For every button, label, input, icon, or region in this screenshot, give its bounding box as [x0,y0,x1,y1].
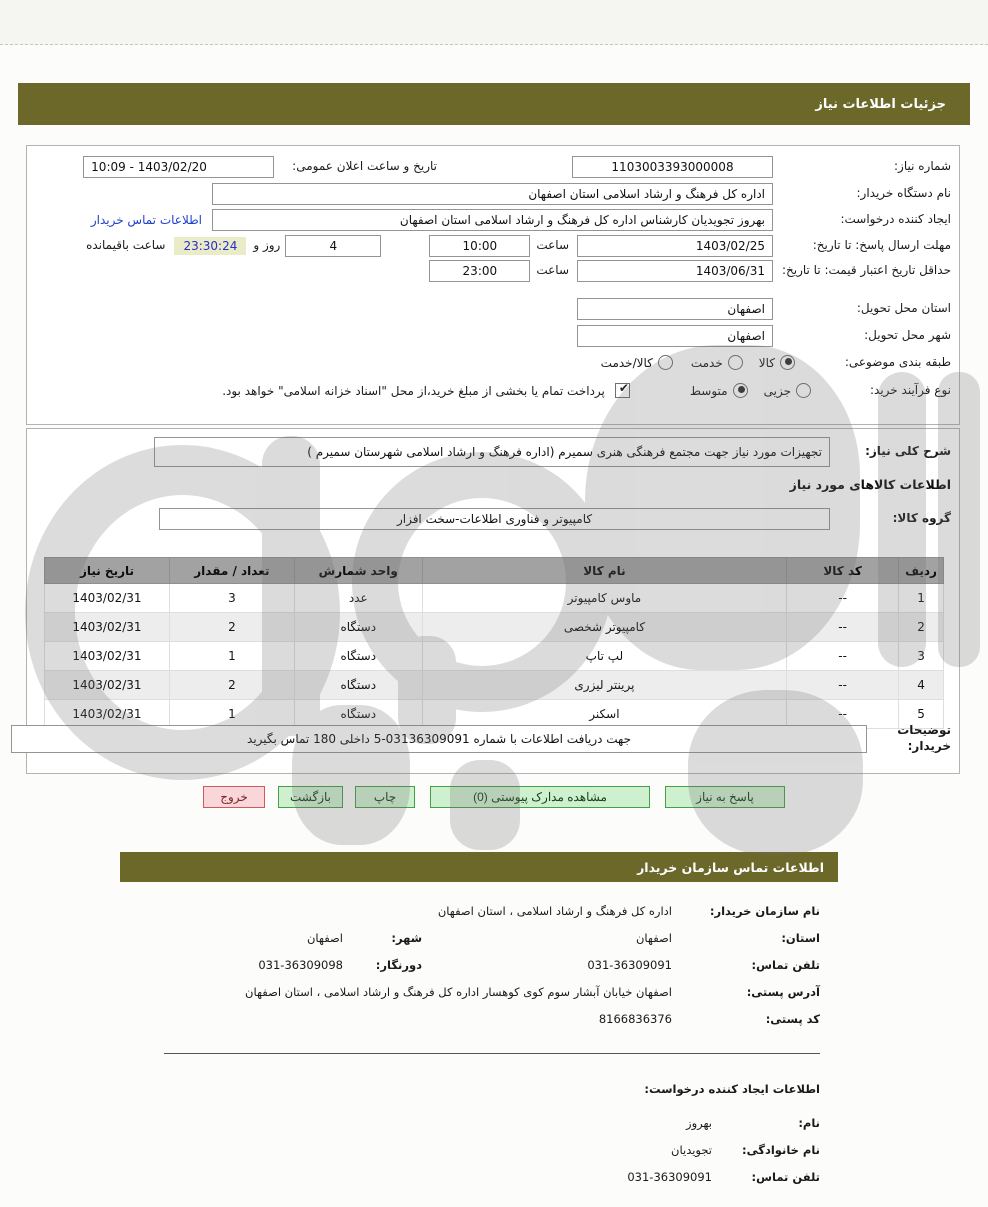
cell-row-number: 3 [899,642,944,671]
category-row [33,355,951,371]
org-row [164,903,820,919]
delivery-province-input[interactable]: اصفهان [577,298,773,320]
last-name-row [164,1142,820,1158]
contact-title: اطلاعات تماس سازمان خریدار [637,859,824,875]
radio-medium-label: متوسط [689,383,728,398]
cell-item-code: -- [787,584,899,613]
radio-service[interactable] [691,355,743,370]
validity-label: حداقل تاریخ اعتبار قیمت: تا تاریخ: [781,263,951,278]
province-label: استان: [781,931,820,945]
cell-unit: عدد [294,584,422,613]
col-row-number: ردیف [899,558,944,584]
creator-contact-block [164,1082,820,1196]
days-remaining-input[interactable]: 4 [285,235,381,257]
first-name-label: نام: [798,1116,820,1130]
buyer-notes-label: توضیحات خریدار: [897,723,951,753]
radio-medium[interactable] [690,383,748,398]
fax-label: دورنگار: [375,958,422,972]
address-row [164,984,820,1000]
items-table [44,557,944,729]
cell-need-date: 1403/02/31 [45,671,170,700]
radio-goods-icon[interactable] [780,355,795,370]
cell-item-name: لپ تاپ [422,642,786,671]
treasury-checkbox[interactable] [615,383,630,398]
need-desc-textarea[interactable]: تجهیزات مورد نیاز جهت مجتمع فرهنگی هنری سمیرم (اداره فرهنگ و ارشاد اسلامی شهرستان سمیرم ) [154,437,830,467]
cell-row-number: 2 [899,613,944,642]
items-section-title: اطلاعات کالاهای مورد نیاز [789,477,951,492]
back-button[interactable]: بازگشت [278,786,343,808]
items-table-header-row [45,558,944,584]
cell-row-number: 5 [899,700,944,729]
need-desc-row [33,437,951,467]
address-label: آدرس پستی: [746,985,820,999]
postal-row [164,1011,820,1027]
top-bar [0,0,988,45]
category-label: طبقه بندی موضوعی: [844,355,951,369]
need-desc-label: شرح کلی نیاز: [865,444,951,459]
need-number-label: شماره نیاز: [894,159,951,174]
section-divider [164,1053,820,1054]
phone-label: تلفن تماس: [751,958,820,972]
validity-time-input[interactable]: 23:00 [429,260,530,282]
first-name-value: بهروز [686,1116,712,1130]
radio-minor-icon[interactable] [796,383,811,398]
goods-group-label: گروه کالا: [892,511,951,526]
table-row [45,671,944,700]
province-value: اصفهان [635,931,672,945]
cell-unit: دستگاه [294,700,422,729]
cell-row-number: 4 [899,671,944,700]
delivery-province-label: استان محل تحویل: [856,301,951,316]
creator-input[interactable]: بهروز تجویدیان کارشناس اداره کل فرهنگ و ارشاد اسلامی استان اصفهان [212,209,773,231]
countdown-timer: 23:30:24 [174,237,246,255]
radio-goods[interactable] [759,355,795,370]
attachments-button[interactable]: مشاهده مدارک پیوستی (0) [430,786,650,808]
cell-quantity: 1 [169,700,294,729]
fax-value: 031-36309098 [258,958,343,972]
days-label: روز و [253,238,281,253]
address-value: اصفهان خیابان آبشار سوم کوی کوهسار اداره کل فرهنگ و ارشاد اسلامی ، استان اصفهان [245,985,672,999]
cell-item-name: اسکنر [422,700,786,729]
creator-phone-label: تلفن تماس: [751,1170,820,1184]
cell-item-name: پرینتر لیزری [422,671,786,700]
radio-medium-icon[interactable] [733,383,748,398]
exit-button[interactable]: خروج [203,786,265,808]
col-need-date: تاریخ نیاز [45,558,170,584]
buyer-org-label: نام دستگاه خریدار: [856,186,951,201]
need-details-header-bar [18,83,970,125]
table-row [45,642,944,671]
need-info-form [26,145,960,425]
buyer-org-input[interactable]: اداره کل فرهنگ و ارشاد اسلامی استان اصفهان [212,183,773,205]
creator-label: ایجاد کننده درخواست: [840,212,951,227]
print-button[interactable]: چاپ [355,786,415,808]
cell-quantity: 3 [169,584,294,613]
city-label: شهر: [391,931,422,945]
phone-value: 031-36309091 [587,958,672,972]
table-row [45,584,944,613]
org-label: نام سازمان خریدار: [709,904,820,918]
org-value: اداره کل فرهنگ و ارشاد اسلامی ، استان اصفهان [437,904,672,918]
announce-datetime-label: تاریخ و ساعت اعلان عمومی: [292,159,437,174]
col-quantity: تعداد / مقدار [169,558,294,584]
delivery-city-label: شهر محل تحویل: [864,328,951,343]
cell-need-date: 1403/02/31 [45,613,170,642]
need-number-row [33,156,951,178]
delivery-city-row [33,325,951,347]
delivery-province-row [33,298,951,320]
cell-unit: دستگاه [294,642,422,671]
remaining-hours-label: ساعت باقیمانده [86,238,166,253]
radio-goods-service[interactable] [601,355,673,370]
radio-goods-service-icon[interactable] [658,355,673,370]
deadline-row [33,235,951,257]
radio-service-label: خدمت [690,355,723,370]
validity-hour-label: ساعت [536,263,569,278]
phone-fax-row [164,957,820,973]
cell-item-code: -- [787,613,899,642]
first-name-row [164,1115,820,1131]
need-details-title: جزئیات اطلاعات نیاز [815,96,946,112]
radio-minor-label: جزیی [763,383,791,398]
cell-unit: دستگاه [294,671,422,700]
cell-item-code: -- [787,700,899,729]
radio-goods-service-label: کالا/خدمت [600,355,653,370]
creator-phone-row [164,1169,820,1185]
cell-need-date: 1403/02/31 [45,642,170,671]
last-name-label: نام خانوادگی: [742,1143,820,1157]
cell-item-name: کامپیوتر شخصی [422,613,786,642]
cell-quantity: 2 [169,613,294,642]
cell-item-code: -- [787,671,899,700]
process-type-label: نوع فرآیند خرید: [870,383,951,397]
cell-need-date: 1403/02/31 [45,700,170,729]
buyer-contact-block [164,903,820,1038]
cell-need-date: 1403/02/31 [45,584,170,613]
action-buttons-row [28,786,960,808]
deadline-hour-label: ساعت [536,238,569,253]
goods-group-input[interactable]: کامپیوتر و فناوری اطلاعات-سخت افزار [159,508,830,530]
process-type-row [33,383,951,399]
col-unit: واحد شمارش [294,558,422,584]
creator-row [33,209,951,231]
postal-label: کد پستی: [765,1012,820,1026]
radio-minor[interactable] [764,383,811,398]
cell-row-number: 1 [899,584,944,613]
postal-value: 8166836376 [598,1012,672,1026]
creator-phone-value: 031-36309091 [627,1170,712,1184]
cell-quantity: 2 [169,671,294,700]
buyer-notes-input[interactable]: جهت دریافت اطلاعات با شماره 03136309091-5 داخلی 180 تماس بگیرید [11,725,867,753]
validity-date-input[interactable]: 1403/06/31 [577,260,773,282]
buyer-notes-row [33,723,951,754]
buyer-contact-link[interactable]: اطلاعات تماس خریدار [90,213,202,227]
province-city-row [164,930,820,946]
cell-item-code: -- [787,642,899,671]
cell-quantity: 1 [169,642,294,671]
cell-item-name: ماوس کامپیوتر [422,584,786,613]
items-header-row [33,477,951,492]
announce-datetime-input[interactable]: 10:09 - 1403/02/20 [83,156,274,178]
need-items-section [26,428,960,774]
treasury-note: پرداخت تمام یا بخشی از مبلغ خرید،از محل "اسناد خزانه اسلامی" خواهد بود. [222,383,605,398]
goods-group-row [33,508,951,530]
deadline-label: مهلت ارسال پاسخ: تا تاریخ: [812,238,951,253]
last-name-value: تجویدیان [671,1143,712,1157]
creator-info-title: اطلاعات ایجاد کننده درخواست: [644,1082,820,1096]
price-validity-row [33,260,951,282]
contact-header-bar [120,852,838,882]
radio-service-icon[interactable] [728,355,743,370]
table-row [45,613,944,642]
col-item-code: کد کالا [787,558,899,584]
deadline-time-input[interactable]: 10:00 [429,235,530,257]
delivery-city-input[interactable]: اصفهان [577,325,773,347]
col-item-name: نام کالا [422,558,786,584]
buyer-org-row [33,183,951,205]
radio-goods-label: کالا [758,355,775,370]
cell-unit: دستگاه [294,613,422,642]
deadline-date-input[interactable]: 1403/02/25 [577,235,773,257]
city-value: اصفهان [306,931,343,945]
need-number-input[interactable]: 1103003393000008 [572,156,773,178]
respond-button[interactable]: پاسخ به نیاز [665,786,785,808]
